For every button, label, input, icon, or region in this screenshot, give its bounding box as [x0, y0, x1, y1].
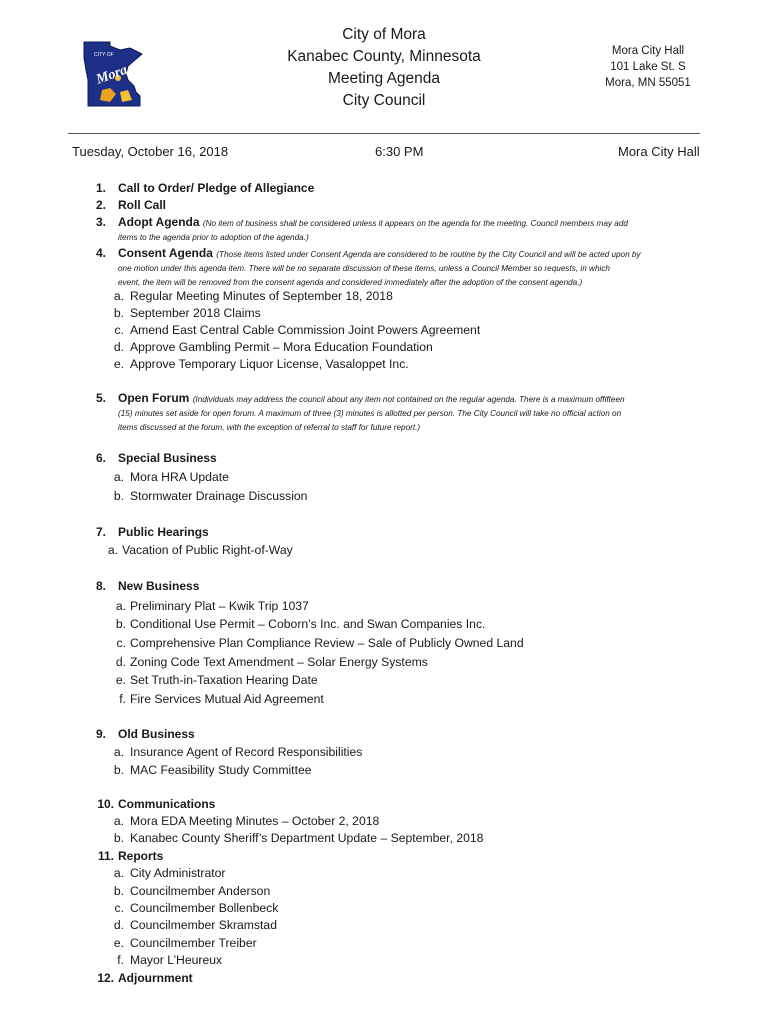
- list-item: a. City Administrator: [113, 866, 226, 880]
- city-logo: [80, 40, 148, 108]
- agenda-number: 8.: [95, 579, 106, 593]
- agenda-note: one motion under this agenda item. There will be no separate discussion of these items, unless a Council Member so requests, in which: [118, 264, 610, 273]
- list-item: e. Approve Temporary Liquor License, Vasaloppet Inc.: [113, 357, 409, 371]
- agenda-number: 9.: [95, 727, 106, 741]
- list-item: b. Kanabec County Sheriff’s Department Update – September, 2018: [113, 831, 484, 845]
- list-item: a. Mora HRA Update: [113, 470, 229, 484]
- list-item: a. Mora EDA Meeting Minutes – October 2, 2018: [113, 814, 380, 828]
- agenda-title: Old Business: [118, 727, 195, 741]
- agenda-title: Open Forum: [118, 391, 190, 405]
- list-item: d. Councilmember Skramstad: [113, 918, 277, 932]
- agenda-number: 1.: [95, 181, 106, 195]
- list-item: d. Approve Gambling Permit – Mora Education Foundation: [113, 340, 433, 354]
- agenda-title: Call to Order/ Pledge of Allegiance: [118, 181, 315, 195]
- agenda-title: Adjournment: [118, 971, 193, 985]
- meeting-date: Tuesday, October 16, 2018: [72, 144, 229, 159]
- list-item: a. Regular Meeting Minutes of September 18, 2018: [113, 289, 393, 303]
- list-item: e. Set Truth-in-Taxation Hearing Date: [115, 673, 318, 687]
- agenda-note: (Those items listed under Consent Agenda are considered to be routine by the City Council and will be acted upon by: [216, 250, 641, 259]
- agenda-number: 4.: [95, 246, 106, 260]
- agenda-note: items discussed at the forum, with the exception of referral to staff for future report.): [118, 423, 421, 432]
- title-line-agenda: Meeting Agenda: [327, 70, 441, 87]
- list-item: a. Vacation of Public Right-of-Way: [107, 543, 293, 557]
- list-item: b. MAC Feasibility Study Committee: [113, 763, 312, 777]
- agenda-number: 7.: [95, 525, 106, 539]
- title-line-council: City Council: [342, 92, 426, 109]
- list-item: f. Fire Services Mutual Aid Agreement: [119, 692, 324, 706]
- agenda-note: event, the item will be removed from the consent agenda and considered immediately after the adoption of the consent agenda.): [118, 278, 583, 287]
- list-item: f. Mayor L’Heureux: [117, 953, 223, 967]
- agenda-note: items to the agenda prior to adoption of the agenda.): [118, 233, 309, 242]
- list-item: a. Insurance Agent of Record Responsibilities: [113, 745, 363, 759]
- agenda-number: 6.: [95, 451, 106, 465]
- meeting-location: Mora City Hall: [618, 144, 700, 159]
- agenda-title: Roll Call: [118, 198, 167, 212]
- address-line: Mora City Hall: [611, 45, 685, 57]
- list-item: a. Preliminary Plat – Kwik Trip 1037: [115, 599, 309, 613]
- list-item: d. Zoning Code Text Amendment – Solar Energy Systems: [115, 655, 428, 669]
- agenda-note: (15) minutes set aside for open forum. A maximum of three (3) minutes is allotted per person. The City Council will take no official action on: [118, 409, 622, 418]
- list-item: c. Comprehensive Plan Compliance Review – Sale of Publicly Owned Land: [116, 636, 524, 650]
- list-item: b. Councilmember Anderson: [113, 884, 271, 898]
- agenda-title: Reports: [118, 849, 164, 863]
- address-line: Mora, MN 55051: [605, 77, 691, 89]
- agenda-title: Communications: [118, 797, 216, 811]
- agenda-number: 5.: [95, 391, 106, 405]
- list-item: c. Amend East Central Cable Commission Joint Powers Agreement: [114, 323, 481, 337]
- agenda-number: 2.: [95, 198, 106, 212]
- agenda-number: 10.: [97, 797, 114, 811]
- agenda-title: Consent Agenda: [118, 246, 213, 260]
- header-divider: [68, 133, 700, 134]
- svg-text:CITY OF: CITY OF: [94, 52, 114, 58]
- agenda-title: Public Hearings: [118, 525, 209, 539]
- list-item: c. Councilmember Bollenbeck: [114, 901, 279, 915]
- agenda-note: (No item of business shall be considered unless it appears on the agenda for the meeting. Council members may add: [202, 219, 628, 228]
- list-item: e. Councilmember Treiber: [113, 936, 257, 950]
- agenda-title: Special Business: [118, 451, 217, 465]
- agenda-title: Adopt Agenda: [118, 215, 200, 229]
- agenda-number: 12.: [97, 971, 114, 985]
- agenda-note: (Individuals may address the council about any item not contained on the regular agenda. There is a maximum offifteen: [192, 395, 625, 404]
- svg-text:Mora: Mora: [94, 62, 130, 88]
- address-block: [590, 43, 706, 91]
- address-line: 101 Lake St. S: [610, 61, 686, 73]
- agenda-title: New Business: [118, 579, 200, 593]
- list-item: b. Stormwater Drainage Discussion: [113, 489, 308, 503]
- list-item: b. September 2018 Claims: [113, 306, 261, 320]
- list-item: b. Conditional Use Permit – Coborn’s Inc. and Swan Companies Inc.: [115, 617, 486, 631]
- document-title: [240, 24, 528, 112]
- agenda-number: 3.: [95, 215, 106, 229]
- title-line-county: Kanabec County, Minnesota: [287, 48, 481, 65]
- title-line-city: City of Mora: [342, 26, 426, 43]
- agenda-number: 11.: [97, 849, 114, 863]
- meeting-time: 6:30 PM: [375, 144, 424, 159]
